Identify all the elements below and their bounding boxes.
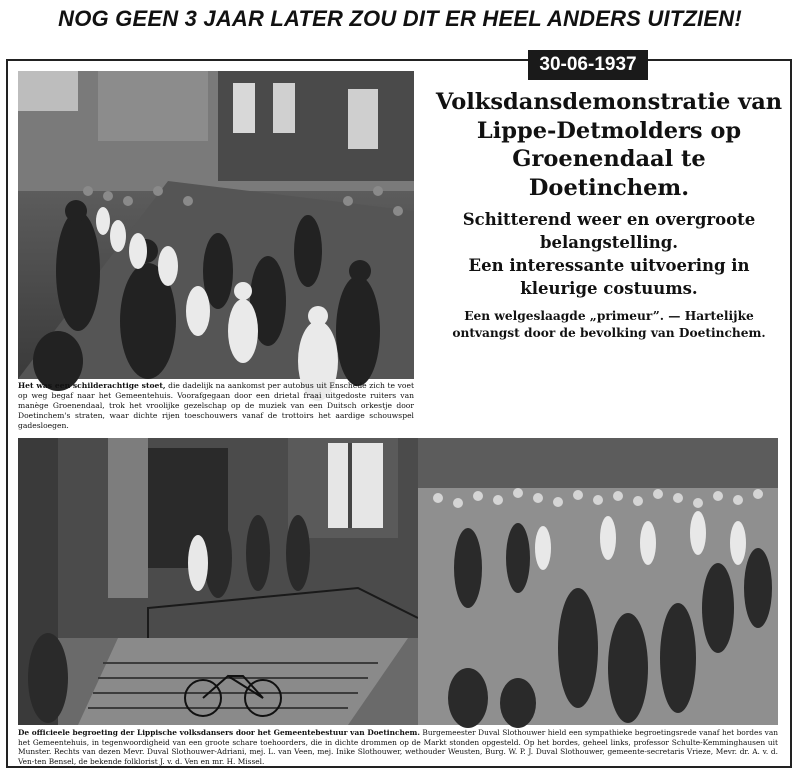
townhall-photo xyxy=(18,438,778,725)
procession-photo-caption xyxy=(18,381,414,430)
article-headline: Volksdansdemonstratie van Lippe-Detmolders op Groenendaal te Doetinchem. xyxy=(435,89,783,201)
caption-text: Burgemeester Duval Slothouwer hield een sympathieke begroetingsrede vanaf het bordes van het Gemeentehuis, in tegenwoordigheid van een groote schare toehoorders, die in dichte drommen op de Markt stonden opgesteld. Op het bordes, geheel links, professor Schulte-Kemminghausen uit Munster. Rechts van dezen Mevr. Duval Slothouwer-Adriani, mej. L. van Veen, mej. Inike Slothouwer, wethouder Weusten, Burg. W. P. J. Duval Slothouwer, gemeente-secretaris Vrieze, Mevr. dr. A. v. d. Ven-ten Bensel, de bekende folklorist J. v. d. Ven en mr. H. Missel. xyxy=(18,728,779,766)
townhall-photo-caption xyxy=(18,728,779,766)
procession-photo xyxy=(18,71,414,379)
article-subhead-3: Een welgeslaagde „primeur”. — Hartelijke ontvangst door de bevolking van Doetinchem. xyxy=(452,309,766,340)
page-banner: NOG GEEN 3 JAAR LATER ZOU DIT ER HEEL ANDERS UITZIEN! xyxy=(58,6,742,31)
date-badge: 30-06-1937 xyxy=(528,50,648,80)
caption-lead: Het was een schilderachtige stoet, xyxy=(18,381,166,390)
article-subhead-2: Een interessante uitvoering in kleurige costuums. xyxy=(468,256,750,298)
caption-text: die dadelijk na aankomst per autobus uit Enschede zich te voet op weg begaf naar het Gemeentehuis. Voorafgegaan door een drietal fraai uitgedoste ruiters van manège Groenendaal, trok het vroolijke gezelschap op de muziek van een Duitsch orkestje door Doetinchem's straten, waar dichte rijen toeschouwers vanaf de trottoirs het aardige schouwspel gadesloegen. xyxy=(18,381,414,430)
article-subhead-1: Schitterend weer en overgroote belangstelling. xyxy=(462,210,756,252)
article-headline-block xyxy=(432,88,786,342)
caption-lead: De officieele begroeting der Lippische volksdansers door het Gemeentebestuur van Doetinchem. xyxy=(18,728,420,737)
